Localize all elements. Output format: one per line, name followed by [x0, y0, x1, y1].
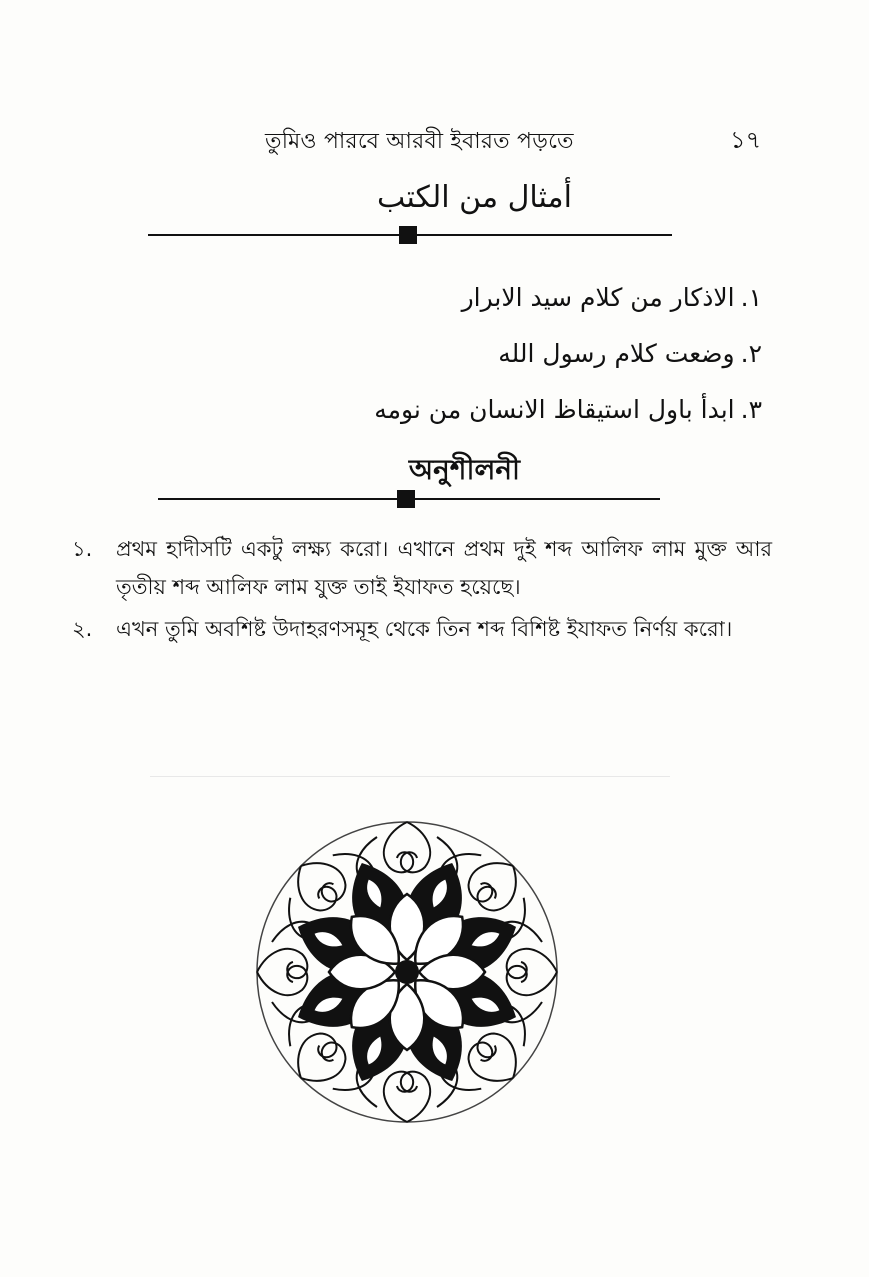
- arabic-item-text: وضعت كلام رسول الله: [498, 339, 735, 368]
- arabic-item-number: ١.: [740, 283, 762, 312]
- exercise-item-text: এখন তুমি অবশিষ্ট উদাহরণসমূহ থেকে তিন শব্দ বিশিষ্ট ইযাফত নির্ণয় করো।: [116, 617, 733, 641]
- exercise-heading: অনুশীলনী: [408, 453, 521, 486]
- arabic-example-list: [300, 270, 762, 438]
- exercise-item: [72, 530, 772, 606]
- page-number: ১৭: [730, 126, 762, 154]
- exercise-list: [72, 530, 772, 652]
- exercise-item-number: ২.: [72, 617, 93, 641]
- examples-heading: أمثال من الكتب: [377, 180, 572, 215]
- exercise-rule-square: [397, 490, 415, 508]
- heading-rule-square: [399, 226, 417, 244]
- exercise-item-text: প্রথম হাদীসটি একটু লক্ষ্য করো। এখানে প্রথম দুই শব্দ আলিফ লাম মুক্ত আর তৃতীয় শব্দ আলিফ লাম যুক্ত তাই ইযাফত হয়েছে।: [116, 537, 772, 599]
- running-header: [0, 120, 869, 160]
- arabic-item-number: ٢.: [740, 339, 762, 368]
- arabic-item-text: الاذكار من كلام سيد الابرار: [461, 283, 735, 312]
- bleed-through-rule: [150, 776, 670, 777]
- arabic-example-item: [300, 326, 762, 382]
- arabic-item-number: ٣.: [740, 395, 762, 424]
- running-title: তুমিও পারবে আরবী ইবারত পড়তে: [265, 129, 574, 154]
- exercise-item-number: ১.: [72, 537, 93, 561]
- arabic-example-item: [300, 382, 762, 438]
- exercise-item: [72, 610, 772, 648]
- arabic-item-text: ابدأ باول استيقاظ الانسان من نومه: [374, 395, 735, 424]
- arabic-example-item: [300, 270, 762, 326]
- floral-rosette-ornament-icon: [247, 812, 567, 1132]
